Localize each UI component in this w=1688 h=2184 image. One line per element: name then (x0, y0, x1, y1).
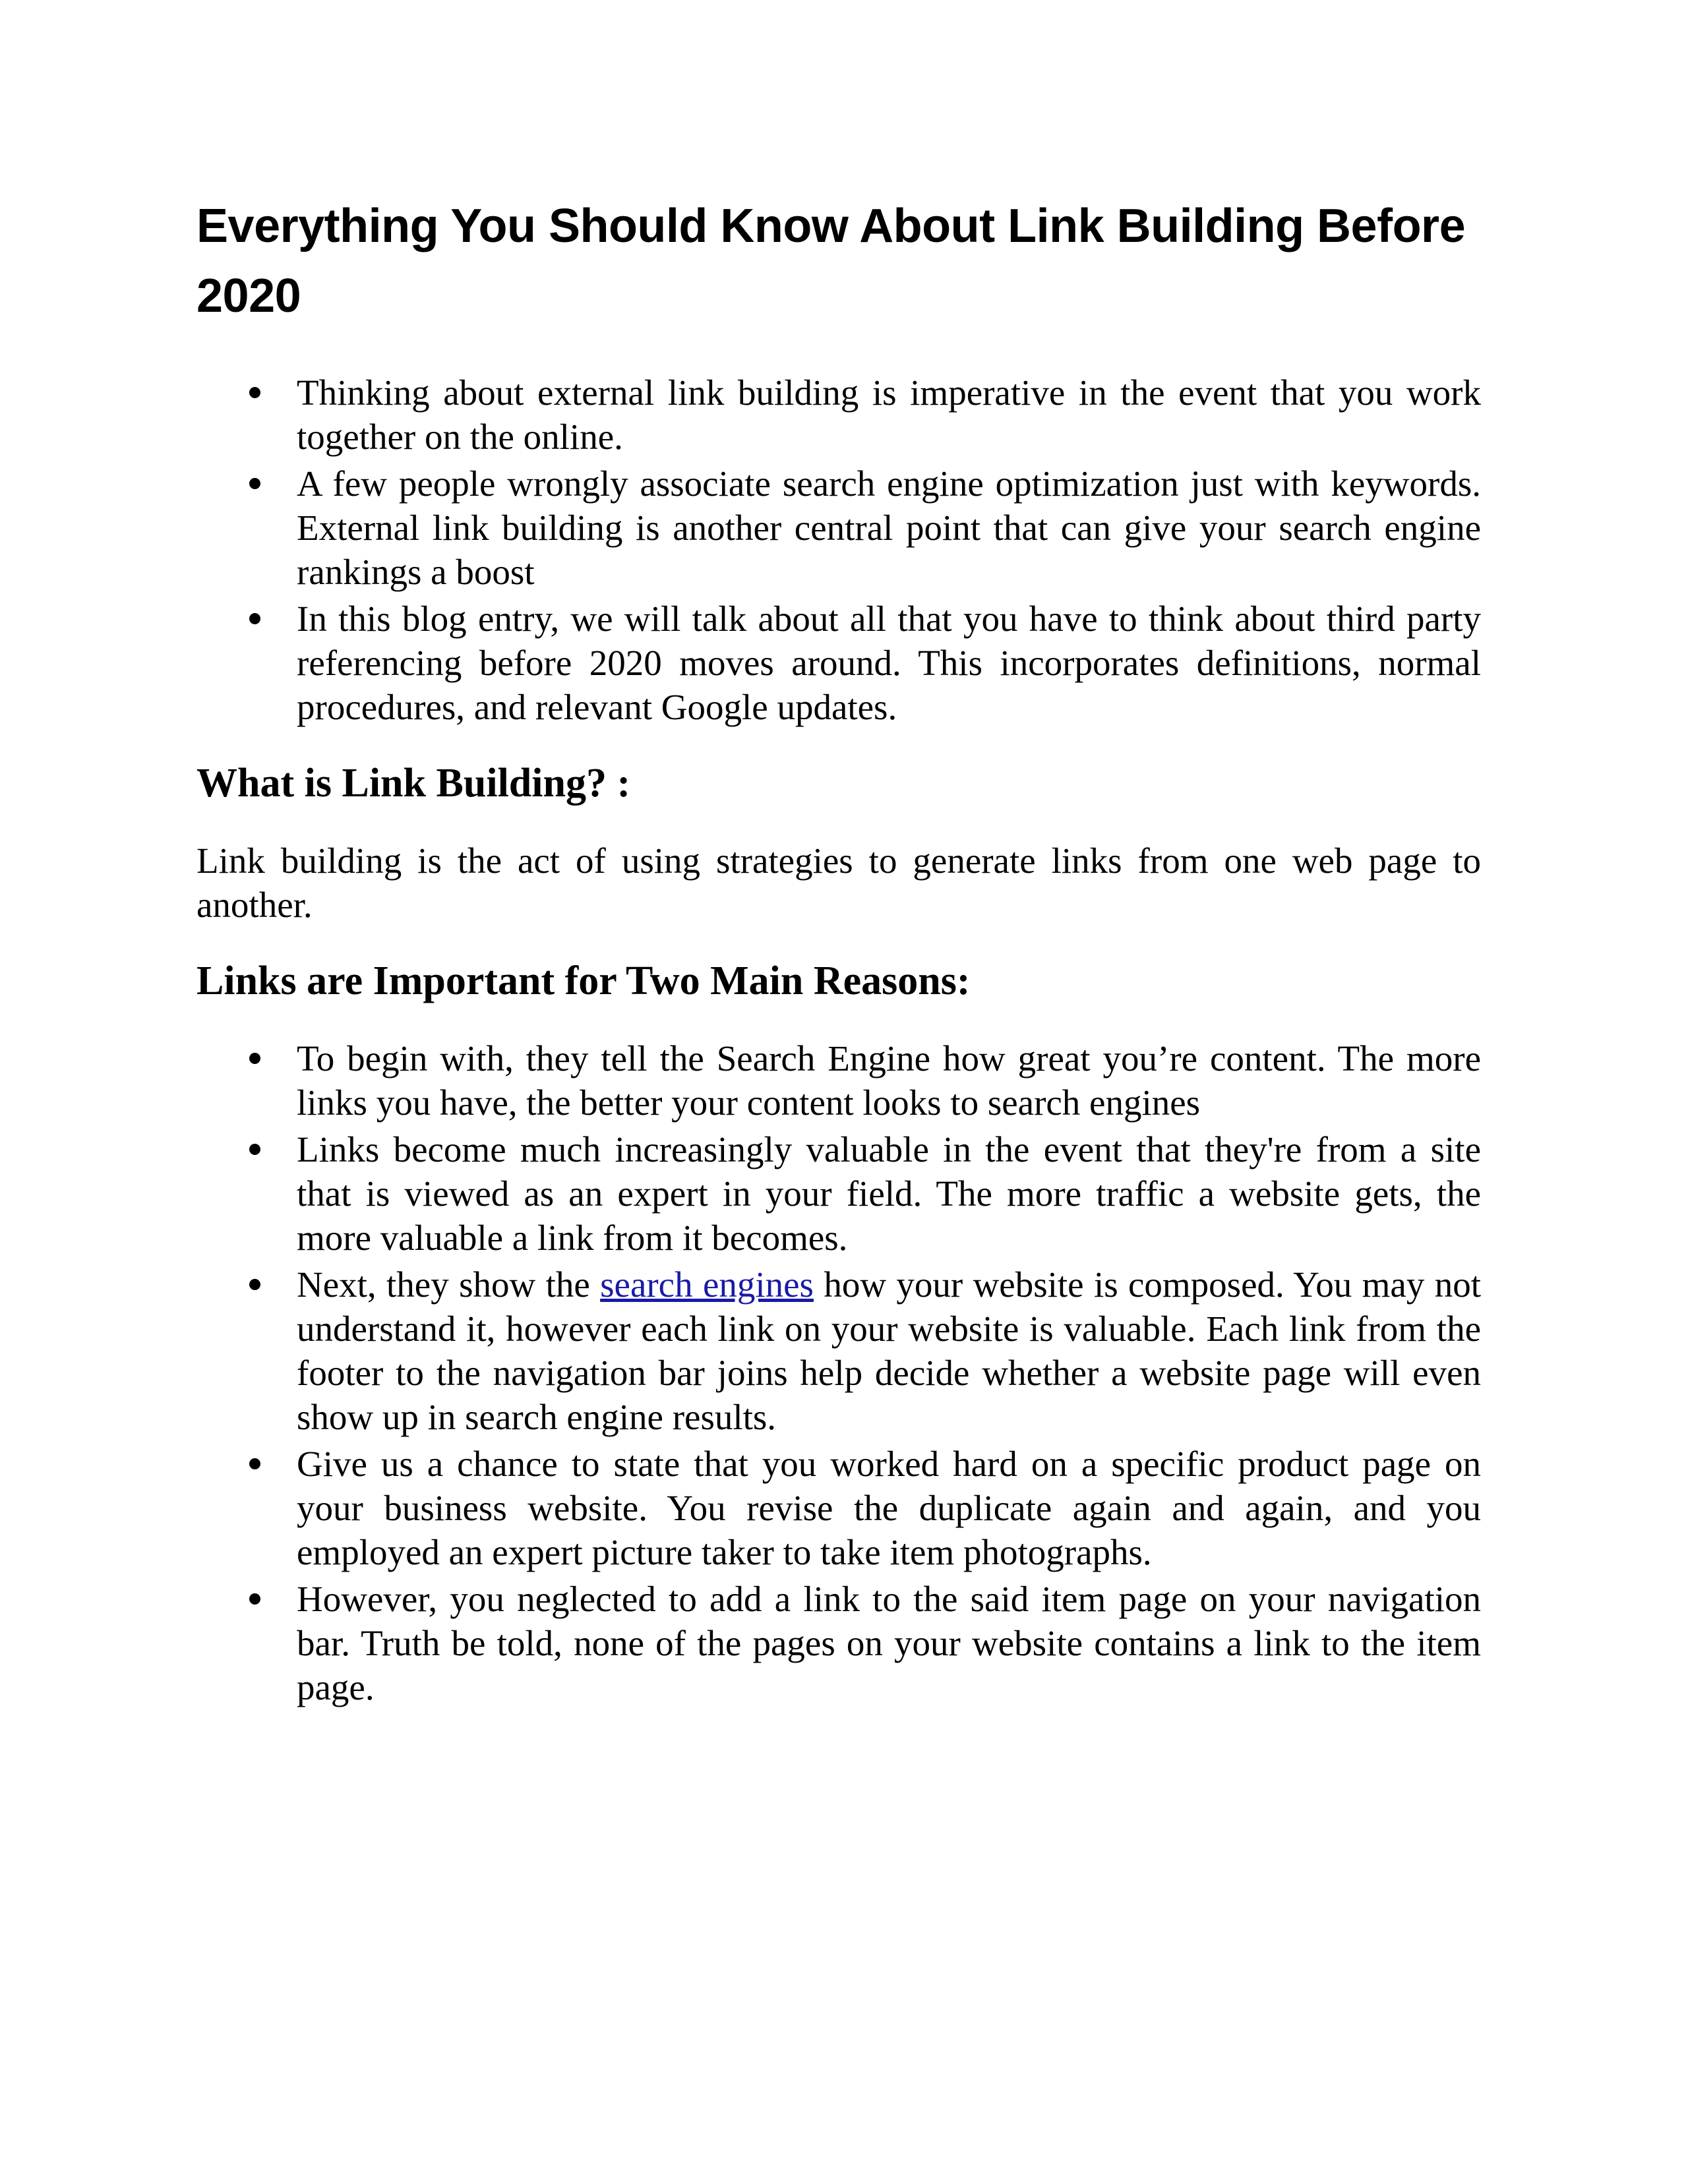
search-engines-link[interactable]: search engines (600, 1264, 814, 1305)
document-title: Everything You Should Know About Link Building Before 2020 (196, 200, 1466, 322)
document-page (196, 191, 1481, 1712)
reasons-bullet-list (196, 1036, 1481, 1709)
bullet-icon (249, 1279, 260, 1290)
section-heading-links-important: Links are Important for Two Main Reasons: (196, 959, 971, 1003)
list-item (196, 370, 1481, 459)
bullet-icon (249, 1458, 260, 1469)
intro-bullet-list (196, 370, 1481, 729)
bullet-icon (249, 1593, 260, 1605)
section-heading-what-is-link-building: What is Link Building? : (196, 761, 631, 806)
bullet-icon (249, 387, 260, 398)
list-item (196, 461, 1481, 594)
bullet-icon (249, 478, 260, 489)
list-item-text: Give us a chance to state that you worked hard on a specific product page on your business website. You revise the duplicate again and again, and you employed an expert picture taker to take item photographs. (297, 1444, 1481, 1572)
list-item (196, 1442, 1481, 1574)
list-item (196, 597, 1481, 729)
list-item-text: To begin with, they tell the Search Engine how great you’re content. The more links you have, the better your content looks to search engines (297, 1038, 1481, 1123)
list-item (196, 1577, 1481, 1709)
section-paragraph: Link building is the act of using strategies to generate links from one web page to another. (196, 841, 1481, 925)
bullet-icon (249, 1053, 260, 1064)
list-item-text: In this blog entry, we will talk about all that you have to think about third party referencing before 2020 moves around. This incorporates definitions, normal procedures, and relevant Google updates. (297, 599, 1481, 727)
list-item-text: Thinking about external link building is imperative in the event that you work together on the online. (297, 372, 1481, 457)
list-item-text: A few people wrongly associate search engine optimization just with keywords. External link building is another central point that can give your search engine rankings a boost (297, 463, 1481, 592)
bullet-icon (249, 1144, 260, 1155)
bullet-icon (249, 613, 260, 624)
list-item-text: However, you neglected to add a link to the said item page on your navigation bar. Truth be told, none of the pages on your website contains a link to the item page. (297, 1579, 1481, 1707)
list-item (196, 1127, 1481, 1260)
list-item (196, 1036, 1481, 1125)
list-item-text-after-link: how your website is composed. You may not understand it, however each link on your website is valuable. Each link from the footer to the navigation bar joins help decide whether a website page will even show up in search engine results. (297, 1264, 1481, 1437)
list-item-text: Links become much increasingly valuable in the event that they're from a site that is viewed as an expert in your field. The more traffic a website gets, the more valuable a link from it becomes. (297, 1129, 1481, 1258)
list-item-text-before-link: Next, they show the (297, 1264, 601, 1305)
list-item (196, 1262, 1481, 1439)
